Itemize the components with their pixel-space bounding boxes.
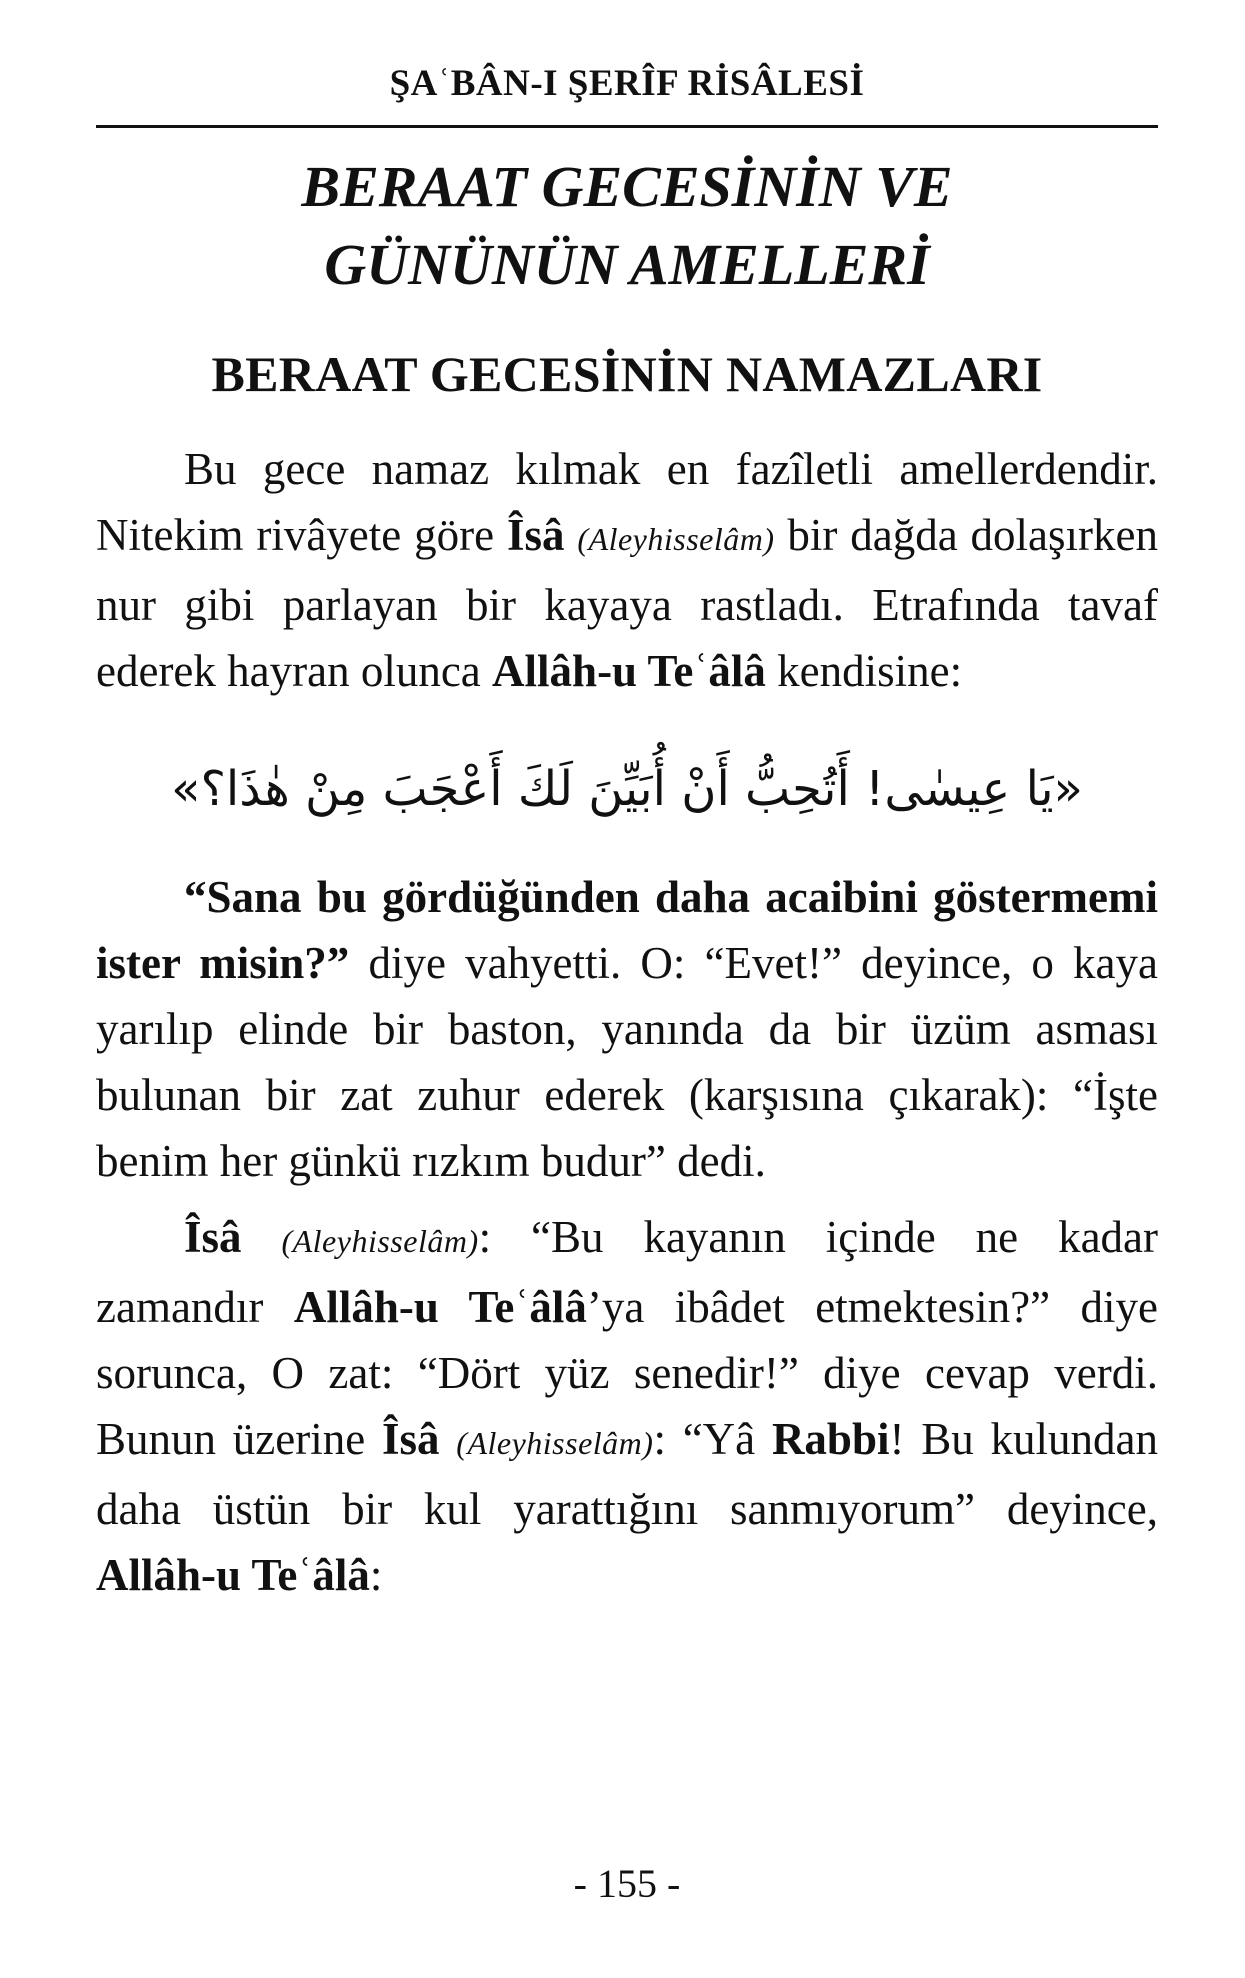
p3-text-4: ! Bu kulundan daha üstün bir kul yarattığını sanmıyorum” deyince, [96, 1414, 1159, 1534]
allah-name: Allâh-u Teʿâlâ [96, 1550, 370, 1600]
p3-text-1: : “Bu kayanın içinde ne kadar zamandır [96, 1212, 1159, 1332]
p1-text-1: Bu gece namaz kılmak en fazîletli amellerdendir. Nitekim rivâyete göre [96, 444, 1158, 560]
isa-name: Îsâ [184, 1212, 242, 1262]
p3-text-2: ’ya ibâdet etmektesin?” diye sorunca, O zat: “Dört yüz senedir!” diye cevap verdi. Bunun üzerine [96, 1282, 1158, 1464]
allah-name: Allâh-u Teʿâlâ [293, 1282, 587, 1332]
isa-name: Îsâ [506, 510, 565, 560]
p2-text: diye vahyetti. O: “Evet!” deyince, o kaya yarılıp elinde bir baston, yanında da bir üzüm asması bulunan bir zat zuhur ederek (karşısına çıkarak): “İşte benim her günkü rızkım budur” dedi. [96, 938, 1158, 1186]
section-heading: BERAAT GECESİNİN NAMAZLARI [211, 346, 1043, 402]
chapter-title-line-2: GÜNÜNÜN AMELLERİ [324, 232, 930, 297]
chapter-title-line-1: BERAAT GECESİNİN VE [301, 154, 953, 219]
isa-name: Îsâ [381, 1414, 440, 1464]
honorific: (Aleyhisselâm) [281, 1223, 479, 1259]
header-rule [96, 125, 1158, 128]
p1-text-3: kendisine: [765, 646, 963, 696]
honorific: (Aleyhisselâm) [577, 521, 775, 557]
p1-text-2: bir dağda dolaşırken nur gibi parlayan bir kayaya rastladı. Etrafında tavaf ederek hayran olunca [96, 510, 1158, 696]
page-number: - 155 - [573, 1861, 681, 1906]
p2-bold-quote: “Sana bu gördüğünden daha acaibini göstermemi ister misin?” [96, 872, 1158, 988]
honorific: (Aleyhisselâm) [456, 1425, 654, 1461]
p3-text-3: : “Yâ [653, 1414, 772, 1464]
paragraph-1 [96, 436, 1158, 704]
body-text [96, 436, 1158, 1608]
p3-text-5: : [369, 1550, 383, 1600]
paragraph-2 [96, 864, 1158, 1194]
running-head: ŞAʿBÂN-I ŞERÎF RİSÂLESİ [389, 63, 865, 104]
chapter-title [96, 148, 1158, 304]
allah-name: Allâh-u Teʿâlâ [492, 646, 766, 696]
paragraph-3 [96, 1204, 1158, 1608]
arabic-quote: «يَا عِيسٰى! أَتُحِبُّ أَنْ أُبَيِّنَ لَكَ أَعْجَبَ مِنْ هٰذَا؟» [171, 761, 1083, 817]
rabbi-word: Rabbi [771, 1414, 890, 1464]
